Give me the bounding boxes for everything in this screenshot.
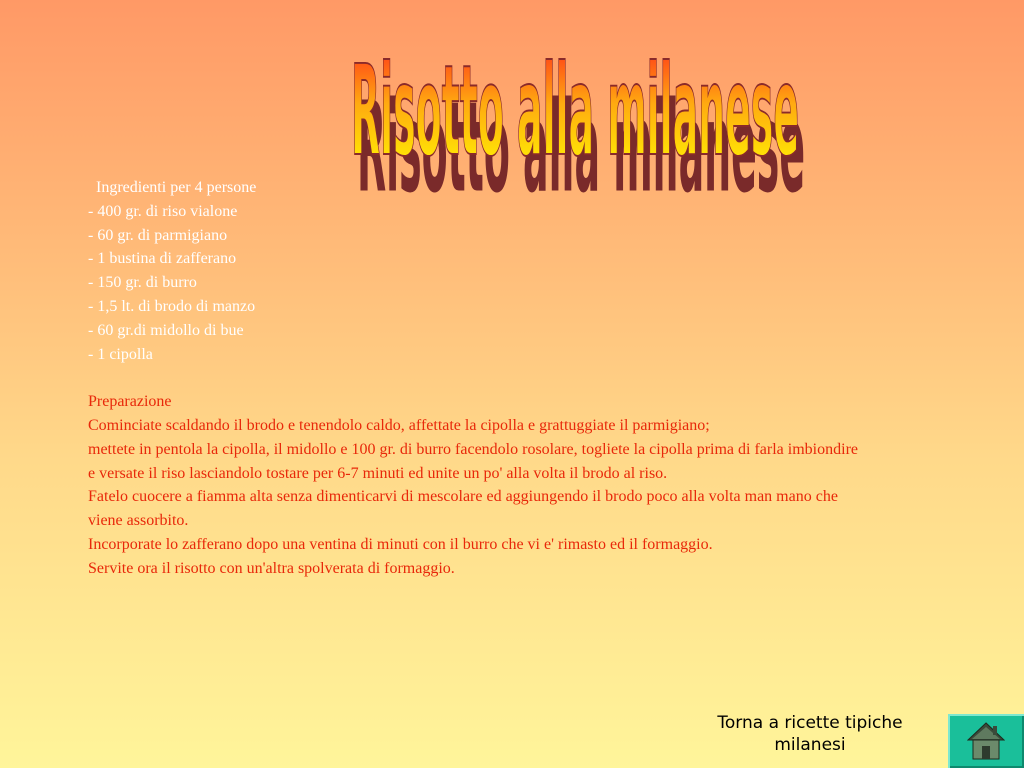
preparation-heading: Preparazione — [88, 393, 172, 411]
ingredient-item: - 150 gr. di burro — [88, 274, 197, 292]
ingredient-item: - 1 bustina di zafferano — [88, 250, 237, 268]
preparation-step: Servite ora il risotto con un'altra spolverata di formaggio. — [88, 559, 455, 577]
back-to-recipes-link[interactable]: Torna a ricette tipiche milanesi — [717, 713, 903, 755]
recipe-content — [88, 176, 858, 581]
page-title-art — [345, 24, 805, 221]
ingredients-heading: Ingredienti per 4 persone — [96, 179, 257, 196]
ingredient-item: - 60 gr.di midollo di bue — [88, 321, 244, 339]
ingredients-section — [88, 176, 858, 366]
page-title: Risotto alla milanese — [350, 38, 799, 184]
home-button[interactable] — [948, 714, 1024, 768]
preparation-step: mettete in pentola la cipolla, il midollo e 100 gr. di burro facendolo rosolare, togliete la cipolla prima di farla imbiondire e versate il riso lasciandolo tostare per 6-7 minuti ed unite un po' alla volta il brodo al riso. — [88, 440, 858, 482]
preparation-step: Fatelo cuocere a fiamma alta senza dimenticarvi di mescolare ed aggiungendo il brodo poco alla volta man mano che viene assorbito. — [88, 488, 838, 530]
ingredient-item: - 60 gr. di parmigiano — [88, 226, 228, 244]
ingredient-item: - 400 gr. di riso vialone — [88, 202, 238, 220]
preparation-step: Cominciate scaldando il brodo e tenendolo caldo, affettate la cipolla e grattuggiate il parmigiano; — [88, 416, 710, 434]
preparation-step: Incorporate lo zafferano dopo una ventina di minuti con il burro che vi e' rimasto ed il formaggio. — [88, 535, 713, 553]
page-title-shadow: Risotto alla milanese — [356, 74, 805, 221]
ingredient-item: - 1,5 lt. di brodo di manzo — [88, 297, 256, 315]
home-icon — [967, 721, 1005, 761]
ingredient-item: - 1 cipolla — [88, 345, 153, 363]
preparation-section — [88, 390, 858, 580]
